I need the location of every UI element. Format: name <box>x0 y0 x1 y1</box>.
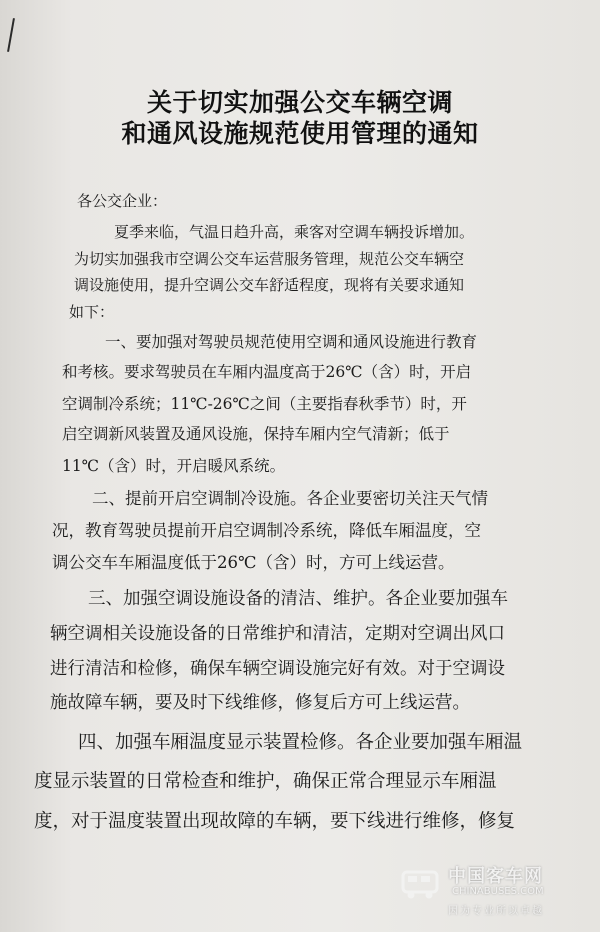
section1-line-2: 和考核。要求驾驶员在车厢内温度高于26℃（含）时，开启 <box>62 363 472 381</box>
watermark-slogan: 因为专业所以卓越 <box>448 906 544 917</box>
intro-line-3: 调设施使用，提升空调公交车舒适程度，现将有关要求通知 <box>74 276 465 294</box>
section2-line-2: 况，教育驾驶员提前开启空调制冷系统，降低车厢温度，空 <box>52 521 481 540</box>
bus-logo-icon <box>400 866 442 902</box>
section3-line-1: 三、加强空调设施设备的清洁、维护。各企业要加强车 <box>88 589 508 609</box>
section3-line-4: 施故障车辆，要及时下线维修，修复后方可上线运营。 <box>50 693 470 713</box>
intro-line-4: 如下： <box>69 303 115 321</box>
intro-line-1: 夏季来临，气温日趋升高，乘客对空调车辆投诉增加。 <box>114 223 475 241</box>
section2-line-3: 调公交车车厢温度低于26℃（含）时，方可上线运营。 <box>52 553 455 572</box>
document-title-line-1: 关于切实加强公交车辆空调 <box>146 88 453 117</box>
intro-line-2: 为切实加强我市空调公交车运营服务管理，规范公交车辆空 <box>74 250 465 268</box>
section3-line-3: 进行清洁和检修，确保车辆空调设施完好有效。对于空调设 <box>50 659 505 679</box>
document-title-line-2: 和通风设施规范使用管理的通知 <box>121 119 479 148</box>
watermark-brand-en: CHINABUSES.COM <box>452 886 544 897</box>
greeting: 各公交企业： <box>77 192 168 210</box>
section2-line-1: 二、提前开启空调制冷设施。各企业要密切关注天气情 <box>92 489 488 508</box>
section1-line-1: 一、要加强对驾驶员规范使用空调和通风设施进行教育 <box>105 333 478 351</box>
section4-line-3: 度，对于温度装置出现故障的车辆，要下线进行维修，修复 <box>34 811 516 832</box>
section4-line-1: 四、加强车厢温度显示装置检修。各企业要加强车厢温 <box>78 732 523 753</box>
section4-line-2: 度显示装置的日常检查和维护，确保正常合理显示车厢温 <box>34 771 497 792</box>
section1-line-4: 启空调新风装置及通风设施，保持车厢内空气清新；低于 <box>62 425 450 443</box>
section1-line-3: 空调制冷系统；11℃-26℃之间（主要指春秋季节）时，开 <box>62 395 467 413</box>
watermark-brand-cn: 中国客车网 <box>448 866 543 887</box>
watermark <box>400 862 590 920</box>
section3-line-2: 辆空调相关设施设备的日常维护和清洁，定期对空调出风口 <box>50 624 505 644</box>
section1-line-5: 11℃（含）时，开启暖风系统。 <box>62 457 286 475</box>
pen-mark <box>7 18 15 52</box>
